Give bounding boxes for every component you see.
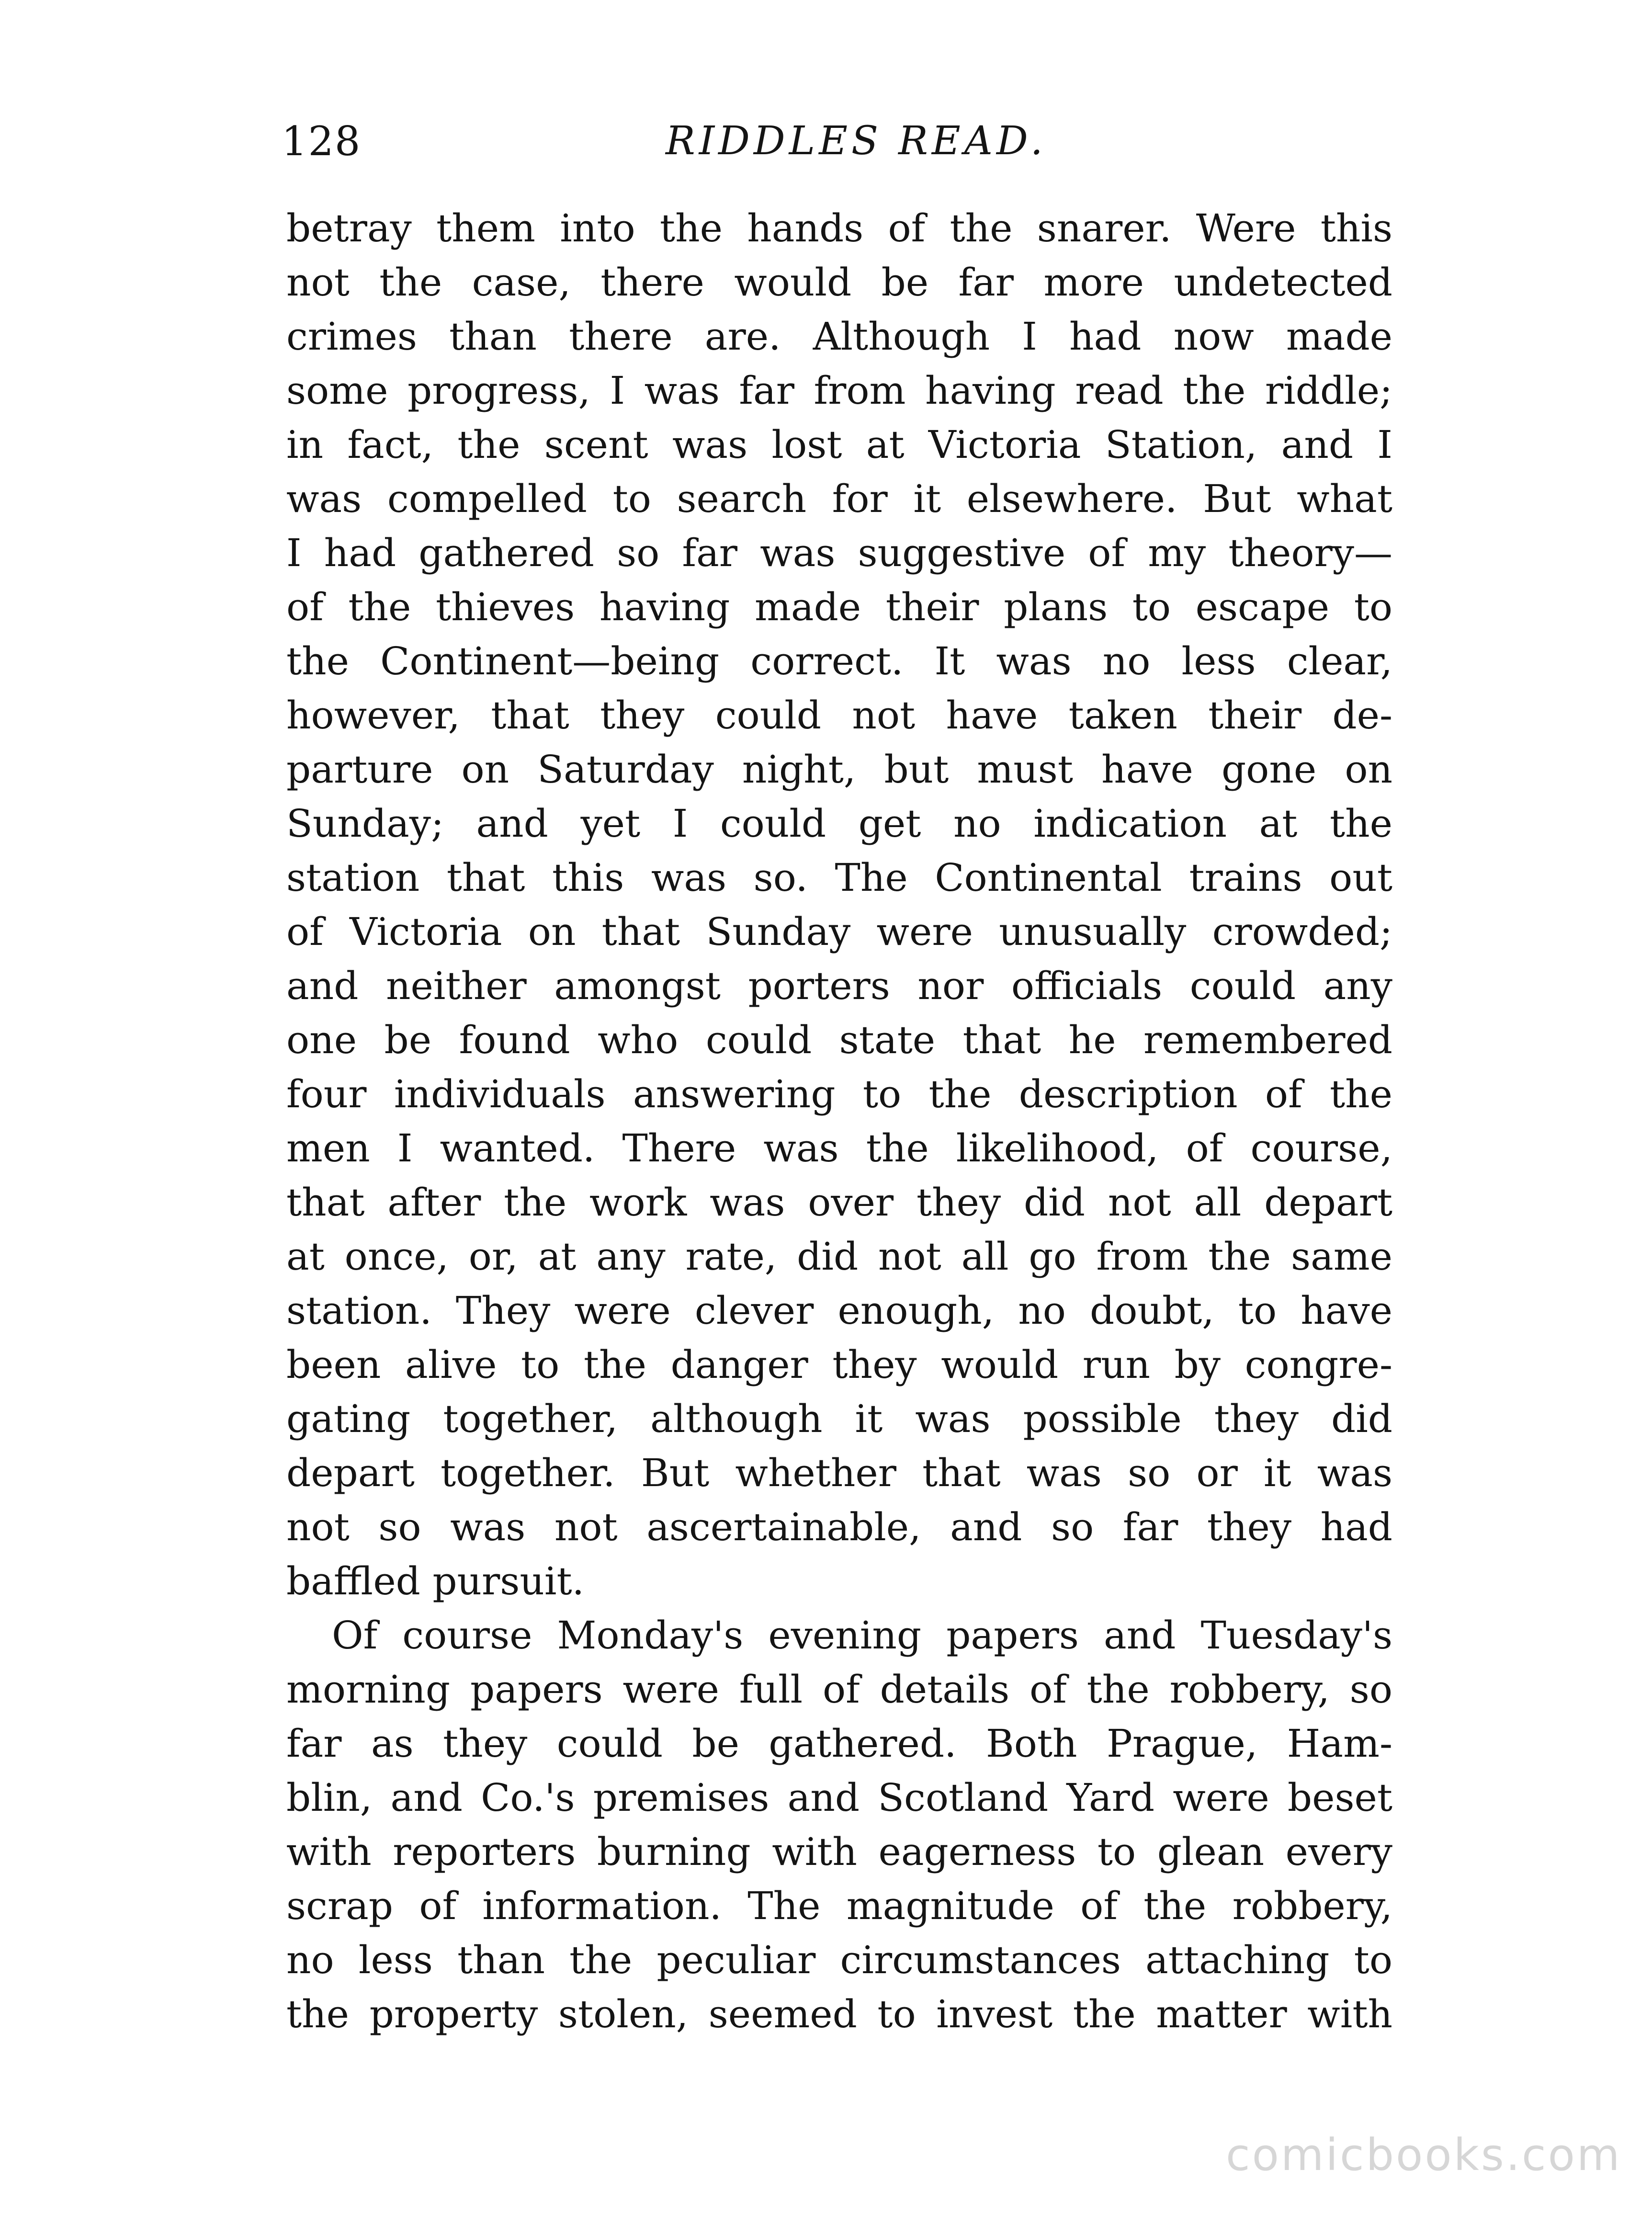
text-line: with reporters burning with eagerness to glean every [286, 1829, 1392, 1874]
text-line: and neither amongst porters nor officials could any [286, 964, 1392, 1008]
text-line: of Victoria on that Sunday were unusually crowded; [286, 909, 1392, 954]
text-line: parture on Saturday night, but must have gone on [286, 747, 1392, 792]
text-line: at once, or, at any rate, did not all go from the same [286, 1234, 1392, 1279]
paragraph-2 [286, 1608, 1392, 2041]
text-line: in fact, the scent was lost at Victoria Station, and I [286, 422, 1392, 467]
text-line: of the thieves having made their plans to escape to [286, 585, 1392, 629]
text-line: betray them into the hands of the snarer. Were this [286, 206, 1392, 250]
running-title: RIDDLES READ. [666, 118, 1047, 164]
site-watermark: comicbooks.com [1226, 2129, 1622, 2181]
text-line: however, that they could not have taken their de- [286, 693, 1392, 738]
text-line: one be found who could state that he remembered [286, 1018, 1392, 1062]
page-number: 128 [282, 118, 362, 165]
text-line: crimes than there are. Although I had now made [286, 314, 1392, 359]
text-line: the property stolen, seemed to invest the matter with [286, 1992, 1392, 2036]
text-line: blin, and Co.'s premises and Scotland Yard were beset [286, 1775, 1392, 1820]
text-line: gating together, although it was possible they did [286, 1397, 1392, 1441]
text-line: far as they could be gathered. Both Prague, Ham- [286, 1721, 1392, 1766]
text-line: not the case, there would be far more undetected [286, 260, 1392, 305]
text-line: morning papers were full of details of the robbery, so [286, 1667, 1392, 1712]
text-line: station. They were clever enough, no doubt, to have [286, 1288, 1392, 1333]
text-line: men I wanted. There was the likelihood, of course, [286, 1126, 1392, 1170]
text-line: not so was not ascertainable, and so far they had [286, 1505, 1392, 1549]
body-text [286, 201, 1392, 2041]
text-line: station that this was so. The Continental trains out [286, 855, 1392, 900]
text-line: some progress, I was far from having read the riddle; [286, 368, 1392, 413]
text-line: no less than the peculiar circumstances attaching to [286, 1938, 1392, 1982]
text-line: depart together. But whether that was so or it was [286, 1451, 1392, 1495]
text-line: Of course Monday's evening papers and Tuesday's [332, 1613, 1392, 1658]
text-line: scrap of information. The magnitude of the robbery, [286, 1884, 1392, 1928]
text-line: I had gathered so far was suggestive of my theory— [286, 531, 1392, 575]
text-line: was compelled to search for it elsewhere. But what [286, 477, 1392, 521]
text-line: the Continent—being correct. It was no less clear, [286, 639, 1392, 683]
text-line: been alive to the danger they would run by congre- [286, 1342, 1392, 1387]
paragraph-1 [286, 201, 1392, 1608]
text-line: four individuals answering to the description of the [286, 1072, 1392, 1116]
text-line: that after the work was over they did not all depart [286, 1180, 1392, 1225]
text-line: Sunday; and yet I could get no indication at the [286, 801, 1392, 846]
text-line: baffled pursuit. [286, 1559, 585, 1603]
